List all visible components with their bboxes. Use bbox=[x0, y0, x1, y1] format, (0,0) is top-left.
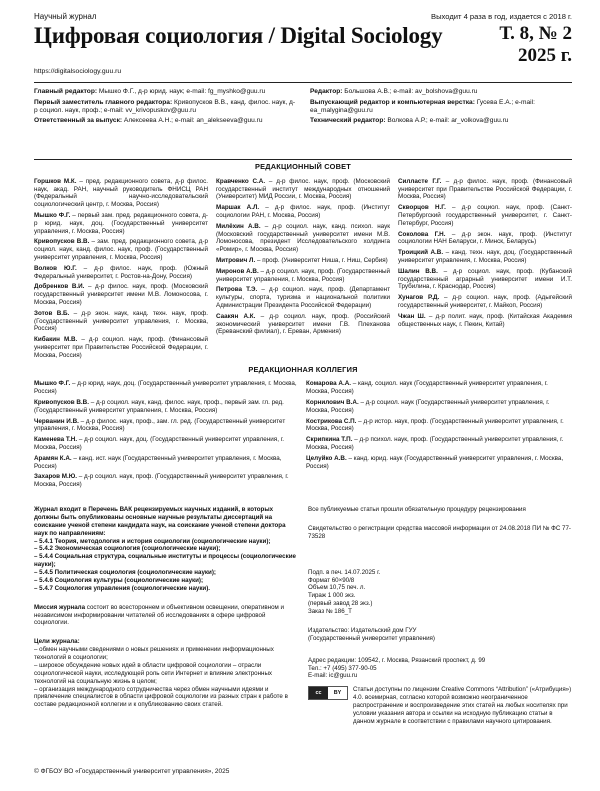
collegium-member: Комарова А.А. – канд. социол. наук (Государственный университет управления, г. Москва, Россия) bbox=[306, 380, 548, 396]
council-column-1 bbox=[34, 178, 208, 363]
issue-year: 2025 г. bbox=[518, 45, 572, 66]
copyright-footer: © ФГБОУ ВО «Государственный университет управления», 2025 bbox=[34, 768, 230, 775]
council-member: Кравченко С.А. – д-р филос. наук, проф. (Московский государственный институт международных отношений (Университет) МИД России, г. Москва, Россия) bbox=[216, 177, 390, 201]
publication-frequency: Выходит 4 раза в год, издается с 2018 г. bbox=[431, 12, 572, 21]
goals-title: Цели журнала: bbox=[34, 638, 80, 646]
council-member: Зотов В.Б. – д-р экон. наук, канд. техн. наук, проф. (Государственный университет управления, г. Москва, Россия) bbox=[34, 309, 208, 333]
editor: Редактор: Большова А.В.; e-mail: av_bolshova@guu.ru bbox=[310, 88, 478, 95]
council-member: Горшков М.К. – пред. редакционного совета, д-р филос. наук, акад. РАН, научный руководитель ФНИСЦ РАН (Федеральный научно-исследовательский социологический центр, г. Москва, Россия) bbox=[34, 177, 208, 209]
council-member: Миронов А.В. – д-р социол. наук, проф. (Государственный университет управления, г. Москва, Россия) bbox=[216, 267, 390, 283]
collegium-member: Кострикова С.П. – д-р истор. наук, проф. (Государственный университет управления, г. Москва, Россия) bbox=[306, 417, 564, 433]
specialty-item: – 5.4.2 Экономическая социология (социологические науки); bbox=[34, 545, 221, 553]
staff-divider bbox=[34, 159, 572, 160]
specialty-item: – 5.4.6 Социология культуры (социологические науки); bbox=[34, 576, 204, 584]
collegium-member: Скрипкина Т.П. – д-р психол. наук, проф. (Государственный университет управления, г. Москва, Россия) bbox=[306, 436, 564, 452]
print-info: Формат 60×90/8 bbox=[308, 576, 355, 584]
masthead bbox=[34, 10, 572, 82]
council-member: Соколова Г.Н. – д-р экон. наук, проф. (Институт социологии НАН Беларуси, г. Минск, Беларусь) bbox=[398, 230, 572, 246]
mission: Миссия журнала состоит во всестороннем и объективном освещении, оперативном и независимом информировании читателей об исследованиях в сфере цифровой социологии. bbox=[34, 603, 284, 627]
council-column-3 bbox=[398, 178, 572, 363]
journal-url[interactable]: https://digitalsociology.guu.ru bbox=[34, 68, 122, 75]
council-member: Кривопусков В.В. – зам. пред. редакционного совета, д-р социол. наук, канд. филос. наук, проф. (Государственный университет управления, г. Москва, Россия) bbox=[34, 238, 208, 262]
journal-page bbox=[34, 10, 572, 726]
first-deputy-editor: Первый заместитель главного редактора: Кривопусков В.В., канд. филос. наук, д-р социол. наук, проф.; e-mail: vv_krivopuskov@guu.ru bbox=[34, 98, 296, 114]
council-member: Милёхин А.В. – д-р социол. наук, канд. психол. наук (Московский государственный университет имени М.В. Ломоносова, президент Исследовательского холдинга «Ромир», г. Москва, Россия) bbox=[216, 222, 391, 254]
council-member: Волков Ю.Г. – д-р филос. наук, проф. (Южный Федеральный университет, г. Ростов-на-Дону, Россия) bbox=[34, 264, 208, 280]
journal-info-right bbox=[308, 506, 572, 726]
council-member: Кибакин М.В. – д-р социол. наук, проф. (Финансовый университет при Правительстве Российской Федерации, г. Москва, Россия) bbox=[34, 336, 208, 359]
vak-intro: Журнал входит в Перечень ВАК рецензируемых научных изданий, в которых должны быть опубликованы основные научные результаты диссертаций на соискание ученой степени кандидата наук, на соискание ученой степени доктора наук по направлениям: bbox=[34, 506, 286, 537]
council-member: Скворцов Н.Г. – д-р социол. наук, проф. (Санкт-Петербургский государственный университет, г. Санкт-Петербург, Россия) bbox=[398, 204, 572, 227]
managing-editor: Выпускающий редактор и компьютерная верстка: Гусева Е.А.; e-mail: ea_malygina@guu.ru bbox=[310, 98, 535, 114]
council-title: РЕДАКЦИОННЫЙ СОВЕТ bbox=[255, 162, 351, 171]
council-member: Хунагов Р.Д. – д-р социол. наук, проф. (Адыгейский государственный университет, г. Майкоп, Россия) bbox=[398, 294, 572, 310]
collegium-member: Каменева Т.Н. – д-р социол. наук, доц. (Государственный университет управления, г. Москва, Россия) bbox=[34, 436, 284, 452]
council-member: Петрова Т.Э. – д-р социол. наук, проф. (Департамент культуры, спорта, туризма и национальной политики Администрации Президента Российской Федерации) bbox=[216, 286, 390, 310]
collegium-member: Мышко Ф.Г. – д-р юрид. наук, доц. (Государственный университет управления, г. Москва, Россия) bbox=[34, 380, 297, 396]
council-member: Мышко Ф.Г. – первый зам. пред. редакционного совета, д-р юрид. наук, доц. (Государственный университет управления, г. Москва, Россия) bbox=[34, 212, 208, 235]
editorial-staff bbox=[34, 83, 572, 159]
council-member: Шалин В.В. – д-р социол. наук, проф. (Кубанский государственный аграрный университет имени И.Т. Трубилина, г. Краснодар, Россия) bbox=[398, 267, 572, 291]
collegium-member: Арамян К.А. – канд. ист. наук (Государственный университет управления, г. Москва, Россия) bbox=[34, 454, 282, 470]
print-info: Тираж 1 000 экз. bbox=[308, 592, 356, 600]
council-member: Добренков В.И. – д-р филос. наук, проф. (Московский государственный университет имени М.В. Ломоносова, г. Москва, Россия) bbox=[34, 283, 208, 307]
council-member: Троицкий А.В. – канд. техн. наук, доц. (Государственный университет управления, г. Москва, Россия) bbox=[398, 249, 573, 265]
collegium-member: Корнилович В.А. – д-р социол. наук (Государственный университет управления, г. Москва, Россия) bbox=[306, 399, 550, 414]
collegium-member: Захаров М.Ю. – д-р социол. наук, проф. (Государственный университет управления, г. Москва, Россия) bbox=[34, 473, 289, 489]
technical-editor: Технический редактор: Волкова А.Р.; e-mail: ar_volkova@guu.ru bbox=[310, 117, 509, 125]
journal-supertitle: Научный журнал bbox=[34, 12, 97, 21]
editorial-collegium bbox=[34, 380, 572, 492]
specialty-item: – 5.4.1 Теория, методология и история социологии (социологические науки); bbox=[34, 537, 271, 545]
council-member: Чжан Ш. – д-р полит. наук, проф. (Китайская Академия общественных наук, г. Пекин, Китай) bbox=[398, 312, 572, 328]
license-block bbox=[308, 686, 572, 725]
address: Адрес редакции: 109542, г. Москва, Рязанский проспект, д. 99 bbox=[308, 656, 486, 664]
specialty-item: – 5.4.7 Социология управления (социологические науки). bbox=[34, 584, 211, 592]
journal-info-left bbox=[34, 506, 296, 726]
responsible-for-issue: Ответственный за выпуск: Алексеева А.Н.; e-mail: an_alekseeva@guu.ru bbox=[34, 117, 263, 125]
collegium-title: РЕДАКЦИОННАЯ КОЛЛЕГИЯ bbox=[248, 364, 358, 374]
council-column-2 bbox=[216, 178, 390, 363]
license-text: Статьи доступны по лицензии Creative Commons “Attribution” («Атрибуция») 4.0. всемирная, согласно которой возможно неограниченное распространение и воспроизведение этих статей на любых носителях при условии указания автора и ссылки на исходную публикацию статьи в данном журнале в соответствии с правилами научного цитирования. bbox=[353, 686, 572, 725]
collegium-member: Целуйко А.В. – канд. юрид. наук (Государственный университет управления, г. Москва, Россия) bbox=[306, 454, 564, 470]
journal-title: Цифровая социология / Digital Sociology bbox=[34, 23, 443, 48]
registration: Свидетельство о регистрации средства массовой информации от 24.08.2018 ПИ № ФС 77-73528 bbox=[308, 524, 571, 540]
council-member: Митрович Л. – проф. (Университет Ниша, г. Ниш, Сербия) bbox=[216, 257, 388, 265]
journal-info bbox=[34, 496, 572, 726]
chief-editor: Главный редактор: Мышко Ф.Г., д-р юрид. наук; e-mail: fg_myshko@guu.ru bbox=[34, 88, 266, 95]
goal-item: – организация международного сотрудничества через обмен научными идеями и привлечение специалистов в области цифровой социологии из разных стран к работе в составе редакционной коллегии и к опубликованию своих статей. bbox=[34, 685, 288, 709]
email[interactable]: E-mail: ic@guu.ru bbox=[308, 672, 358, 680]
editorial-left bbox=[34, 88, 296, 159]
print-info: (первый завод 28 экз.) bbox=[308, 600, 373, 608]
council-member: Силласте Г.Г. – д-р филос. наук, проф. (Финансовый университет при Правительстве Российской Федерации, г. Москва, Россия) bbox=[398, 177, 572, 201]
specialty-item: – 5.4.4 Социальная структура, социальные институты и процессы (социологические науки); bbox=[34, 553, 296, 569]
phone: Тел.: +7 (495) 377-90-05 bbox=[308, 664, 377, 672]
publisher-org: (Государственный университет управления) bbox=[308, 634, 435, 642]
print-info: Объем 10,75 печ. л. bbox=[308, 584, 366, 592]
volume-issue: Т. 8, № 2 bbox=[499, 23, 572, 44]
council-member: Маршак А.Л. – д-р филос. наук, проф. (Институт социологии РАН, г. Москва, Россия) bbox=[216, 204, 390, 220]
specialty-item: – 5.4.5 Политическая социология (социологические науки); bbox=[34, 569, 216, 577]
publisher: Издательство: Издательский дом ГУУ bbox=[308, 626, 417, 634]
cc-by-icon: cc BY bbox=[308, 686, 348, 700]
collegium-member: Черванин И.В. – д-р филос. наук, проф., зам. гл. ред. (Государственный университет управления, г. Москва, Россия) bbox=[34, 417, 286, 433]
collegium-member: Кривопусков В.В. – д-р социол. наук, канд. филос. наук, проф., первый зам. гл. ред. (Государственный университет управления, г. Москва, Россия) bbox=[34, 399, 284, 414]
review-note: Все публикуемые статьи прошли обязательную процедуру рецензирования bbox=[308, 506, 526, 514]
editorial-right bbox=[310, 88, 572, 159]
goal-item: – широкое обсуждение новых идей в области цифровой социологии – отрасли социологической науки, исследующей роль сети Интернет и влияние электронных технологий на социальную жизнь в целом; bbox=[34, 661, 272, 685]
goal-item: – обмен научными сведениями о новых решениях и применении информационных технологий в социологии; bbox=[34, 646, 274, 662]
council-member: Саакян А.К. – д-р социол. наук, проф. (Российский экономический университет имени Г.В. Плеханова (Ереванский филиал), г. Ереван, Армения) bbox=[216, 312, 390, 336]
print-info: Заказ № 186_Т bbox=[308, 608, 352, 616]
editorial-council bbox=[34, 178, 572, 363]
print-info: Подп. в печ. 14.07.2025 г. bbox=[308, 568, 381, 576]
